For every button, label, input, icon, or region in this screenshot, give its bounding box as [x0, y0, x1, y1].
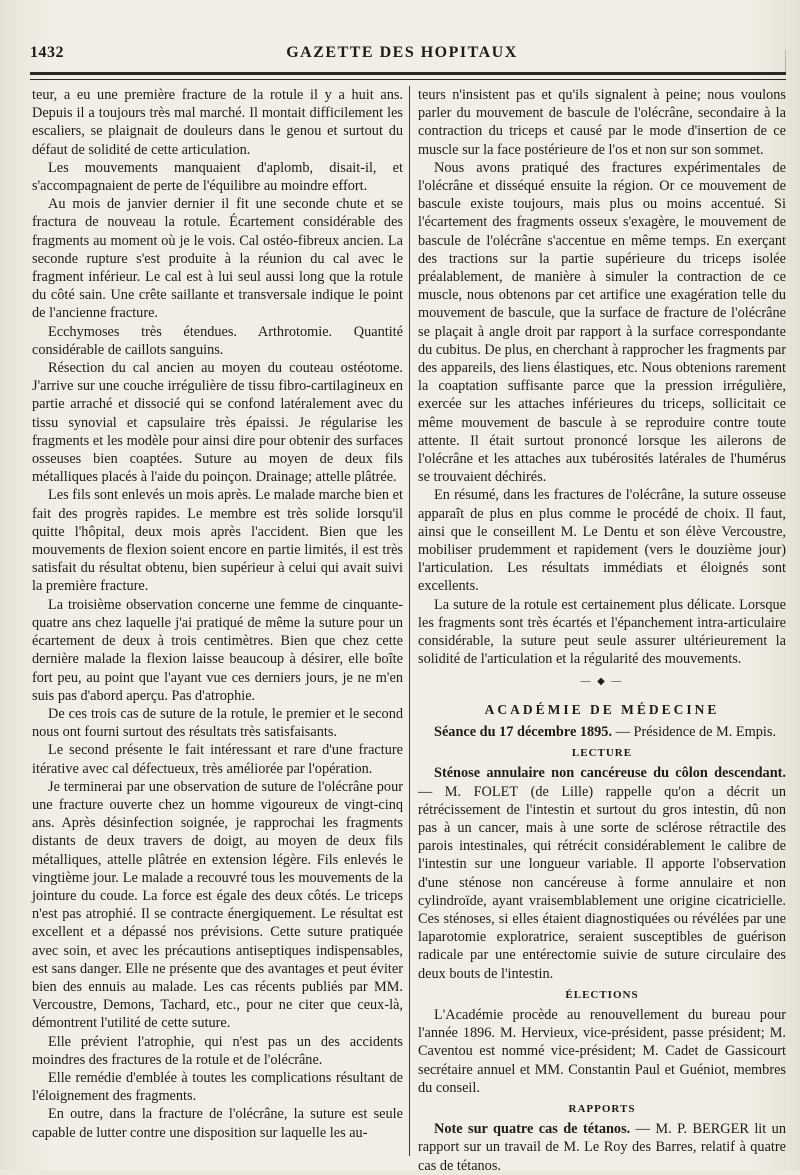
journal-title: GAZETTE DES HOPITAUX [286, 44, 518, 61]
column-divider [409, 86, 410, 1156]
lecture-heading: LECTURE [571, 747, 633, 760]
stenose-author: — M. FOLET [418, 783, 519, 800]
left-paragraph: Les mouvements manquaient d'aplomb, disait-il, et s'accompagnaient de perte de l'équilibre au moindre effort. [32, 159, 403, 195]
left-paragraph: Elle remédie d'emblée à toutes les complications résultant de l'éloignement des fragments. [32, 1069, 403, 1105]
left-paragraph: Elle prévient l'atrophie, qui n'est pas un des accidents moindres des fractures de la rotule et de l'olécrâne. [32, 1033, 403, 1068]
left-paragraph: Résection du cal ancien au moyen du couteau ostéotome. J'arrive sur une couche irrégulière de tissu fibro-cartilagineux en partie arraché et dissocié qui se confond latéralement avec du tissu synovial et capsulaire très épaissi. Je régularise les fragments et les modèle pour ainsi dire pour obtenir des surfaces osseuses bien coaptées. Suture au moyen de deux fils métalliques placés à l'aide du poinçon. Drainage; attelle plâtrée. [32, 360, 403, 486]
seance-presidence: — Présidence de M. Empis. [612, 723, 777, 740]
right-paragraph: La suture de la rotule est certainement plus délicate. Lorsque les fragments sont très écartés et l'épanchement intra-articulaire considérable, la suture peut seule assurer ultérieurement la solidité de l'articulation et la régularité des mouvements. [418, 596, 786, 668]
right-paragraph: En résumé, dans les fractures de l'olécrâne, la suture osseuse apparaît de plus en plus comme le procédé de choix. Il faut, ainsi que le conseillent M. Le Dentu et son élève Vercoustre, mobiliser prudemment et rapidement (vers le douzième jour) l'articulation. Les résultats immédiats et éloignés sont excellents. [418, 487, 786, 595]
tetanos-author: — M. P. BERGER [630, 1121, 749, 1138]
header-rule-thin [30, 79, 786, 80]
left-paragraph: Au mois de janvier dernier il fit une seconde chute et se fractura de nouveau la rotule. Écartement considérable des fragments au moment où je le vois. Cal ostéo-fibreux ancien. La seconde rupture s'est produite à la réunion du cal avec le fragment inférieur. Le cal est à lui seul aussi long que la rotule du côté sain. Une crête saillante et transversale indique le point de l'ancienne fracture. [32, 196, 403, 322]
elections-paragraph: L'Académie procède au renouvellement du bureau pour l'année 1896. M. Hervieux, vice-président, passe président; M. Caventou est nommé vice-président; M. Cadet de Gassicourt secrétaire annuel et MM. Constantin Paul et Guéniot, membres du conseil. [418, 1006, 786, 1096]
seance-line [418, 723, 786, 741]
page-edge-mark [785, 50, 794, 72]
section-ornament: — ◆ — [580, 675, 624, 687]
seance-date: Séance du 17 décembre 1895. [434, 723, 613, 740]
left-paragraph: teur, a eu une première fracture de la rotule il y a huit ans. Depuis il a toujours très mal marché. Il montait difficilement les escaliers, se plaignait de douleurs dans le genou et surtout du défaut de solidité de cette articulation. [32, 87, 403, 158]
page-header [22, 44, 782, 66]
right-paragraph: Nous avons pratiqué des fractures expérimentales de l'olécrâne et disséqué ensuite la région. Or ce mouvement de bascule existe toujours, mais plus ou moins accentué. Si l'écartement des fragments osseux s'exagère, le mouvement de bascule de l'olécrâne s'accentue en même temps. En exerçant des tractions sur la partie supérieure du triceps isolée préalablement, de manière à simuler la contraction de ce muscle, nous obtenons par cet artifice une exagération telle du mouvement de bascule, que la surface de fracture de l'olécrâne se plaçait à angle droit par rapport à la surface correspondante du cubitus. De plus, en cherchant à rapprocher les fragments par des appareils, des liens élastiques, etc. Nous obtenions rarement la coaptation suffisante parce que la pression irrégulière, exercée sur les attaches inférieures du triceps, sollicitait ce même mouvement de bascule à se reproduire contre toute attente. Il était surtout prononcé lorsque les ailerons de l'olécrâne et les attaches aux tubérosités latérales de l'humérus se trouvaient déchirés. [418, 159, 786, 486]
rapports-heading: RAPPORTS [568, 1102, 636, 1115]
left-column [32, 86, 403, 1142]
left-paragraph: De ces trois cas de suture de la rotule, le premier et le second nous ont fourni surtout des résultats très satisfaisants. [32, 705, 403, 741]
left-paragraph: Je terminerai par une observation de suture de l'olécrâne pour une fracture ouverte chez un homme vigoureux de vingt-cinq ans. Après désinfection soignée, je rapprochai les fragments distants de deux travers de doigt, au moyen de deux fils métalliques, attelle plâtrée en extension légère. Fils enlevés le vingtième jour. Le malade a recouvré tous les mouvements de la jointure du coude. La force est égale des deux côtés. Le triceps n'est pas atrophié. Il se contracte énergiquement. Le résultat est excellent et a dépassé nos prévisions. Cette suture pratiquée avec soin, et avec les précautions antiseptiques indispensables, est sans danger. Elle ne présente que des avantages et peut éviter bien des ennuis au malade. Les cas récents publiés par MM. Vercoustre, Demons, Tachard, etc., pour ne citer que ceux-là, démontrent l'utilité de cette suture. [32, 778, 403, 1032]
left-paragraph: En outre, dans la fracture de l'olécrâne, la suture est seule capable de lutter contre une disposition sur laquelle les au- [32, 1106, 403, 1141]
left-paragraph: Le second présente le fait intéressant et rare d'une fracture itérative avec cal défectueux, très améliorée par l'opération. [32, 742, 403, 777]
tetanos-paragraph [418, 1120, 786, 1175]
stenose-text: (de Lille) rappelle qu'on a décrit un rétrécissement de l'intestin et surtout du gros intestin, dû non pas à un cancer, mais à une sorte de sclérose rétractile des parois intestinales, qui rétrécit considérablement le calibre de l'intestin sur une longueur variable. Il apporte l'observation d'une sténose non cancéreuse à forme annulaire et non cylindroïde, ayant vraisemblablement une origine cicatricielle. Ces sténoses, si elles étaient diagnostiquées ou révélées par une laparotomie exploratrice, seraient susceptibles de guérison radicale par une entérectomie suivie de suture circulaire des deux bouts de l'intestin. [418, 783, 786, 982]
header-rule-thick [30, 72, 786, 75]
left-paragraph: Ecchymoses très étendues. Arthrotomie. Quantité considérable de caillots sanguins. [32, 323, 403, 358]
stenose-paragraph [418, 764, 786, 982]
left-paragraph: La troisième observation concerne une femme de cinquante-quatre ans chez laquelle j'ai pratiqué de même la suture pour un écartement de deux à trois centimètres. Bien que chez cette dernière malade la flexion laisse beaucoup à désirer, elle boîte fort peu, au point que l'ayant vue ces derniers jours, je ne m'en suis pas d'abord aperçu. Pas d'atrophie. [32, 596, 403, 704]
stenose-title: Sténose annulaire non cancéreuse du côlon descendant. [434, 765, 786, 782]
left-paragraph: Les fils sont enlevés un mois après. Le malade marche bien et fait des progrès rapides. Le membre est très solide lorsqu'il quitte l'hôpital, deux mois après l'accident. Bien que les mouvements de flexion soient encore en partie limités, il est très satisfait du résultat obtenu, bien supérieur à celui qui avait suivi la première fracture. [32, 487, 403, 595]
tetanos-title: Note sur quatre cas de tétanos. [434, 1121, 631, 1138]
academy-section-title: ACADÉMIE DE MÉDECINE [484, 701, 720, 717]
right-paragraph: teurs n'insistent pas et qu'ils signalent à peine; nous voulons parler du mouvement de bascule de l'olécrâne, secondaire à la contraction du triceps et causé par le mode d'insertion de ce muscle sur la face postérieure de l'os et non sur son sommet. [418, 87, 786, 158]
right-column [418, 86, 786, 1175]
tetanos-text: lit un rapport sur un travail de M. Le Roy des Barres, relatif à quatre cas de tétanos. [418, 1121, 786, 1174]
elections-heading: ÉLECTIONS [565, 988, 639, 1001]
page-number: 1432 [30, 44, 64, 61]
